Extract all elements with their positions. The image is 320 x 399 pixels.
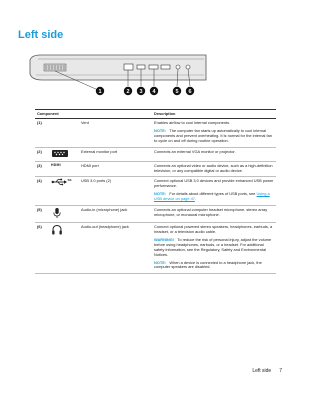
warning-label: WARNING! — [154, 236, 175, 242]
note-text: When a device is connected to a headphone jack, the computer speakers are disabled. — [154, 259, 262, 270]
header-component: Component — [35, 110, 152, 119]
vent-grille — [44, 64, 66, 71]
svg-text:6: 6 — [188, 89, 192, 95]
component-description: Connect optional USB 3.0 devices and provide enhanced USB power performance. — [154, 178, 274, 189]
component-table — [35, 109, 276, 274]
row-icon-cell — [49, 223, 79, 274]
component-name: Vent — [79, 119, 152, 148]
warning-text: To reduce the risk of personal injury, adjust the volume before using headphones, earbuds, or a headset. For additional safety information, see the Regulatory, Safety and Environmental Notices. — [154, 236, 272, 257]
note — [154, 129, 274, 144]
callout-1 — [96, 87, 104, 95]
component-name: External monitor port — [79, 147, 152, 161]
microphone-icon — [51, 207, 63, 219]
note-label: NOTE: — [154, 127, 167, 133]
svg-text:5: 5 — [175, 89, 179, 95]
callout-5 — [173, 87, 181, 95]
component-description: Connects an optional computer headset microphone, stereo array microphone, or monaural microphone. — [152, 206, 276, 223]
svg-text:2: 2 — [126, 89, 130, 95]
usb-port-shape-2 — [161, 65, 170, 69]
row-icon-cell — [49, 206, 79, 223]
callout-3 — [137, 87, 145, 95]
headphone-icon — [51, 224, 63, 236]
external-monitor-port-icon — [51, 149, 71, 158]
page-number: 7 — [279, 368, 282, 374]
note — [154, 192, 274, 202]
mic-jack-shape — [176, 65, 180, 69]
page-title: Left side — [18, 29, 64, 41]
component-name: Audio-in (microphone) jack — [79, 206, 152, 223]
note — [154, 261, 274, 271]
note-text: For details about different types of USB ports, see — [169, 191, 256, 197]
svg-text:1: 1 — [98, 89, 102, 95]
note-label: NOTE: — [154, 191, 167, 197]
svg-text:SS: SS — [67, 178, 72, 183]
hdmi-icon: HDMI — [51, 162, 61, 167]
header-description: Description — [152, 110, 276, 119]
callout-6 — [186, 87, 194, 95]
row-number: (5) — [35, 206, 49, 223]
table-header-row — [35, 110, 276, 119]
callout-4 — [150, 87, 158, 95]
row-number: (2) — [35, 147, 49, 161]
table-row — [35, 223, 276, 274]
table-row — [35, 119, 276, 148]
component-name: Audio-out (headphone) jack — [79, 223, 152, 274]
component-description-cell — [152, 177, 276, 206]
note-label: NOTE: — [154, 259, 167, 265]
row-icon-cell — [49, 161, 79, 177]
row-number: (6) — [35, 223, 49, 274]
component-description: Enables airflow to cool internal components. — [154, 120, 231, 125]
svg-text:3: 3 — [139, 89, 143, 95]
footer-section-title: Left side — [252, 368, 272, 374]
component-name: USB 3.0 ports (2) — [79, 177, 152, 206]
row-icon-cell — [49, 177, 79, 206]
warning — [154, 238, 274, 258]
table-row — [35, 161, 276, 177]
note-text: The computer fan starts up automatically to cool internal components and prevent overheating. It is normal for the internal fan to cycle on and off during routine operation. — [154, 127, 272, 143]
laptop-left-side-illustration — [28, 50, 208, 102]
component-description-cell — [152, 119, 276, 148]
hdmi-port-shape — [137, 65, 145, 69]
table-row — [35, 177, 276, 206]
callout-2 — [124, 87, 132, 95]
component-description: Connect optional powered stereo speakers, headphones, earbuds, a headset, or a television audio cable. — [154, 224, 273, 234]
component-description-cell — [152, 223, 276, 274]
usb3-icon — [51, 178, 71, 186]
note-text-end: . — [194, 196, 197, 202]
component-description: Connects an external VGA monitor or projector. — [152, 147, 276, 161]
component-description: Connects an optional video or audio device, such as a high-definition television, or any compatible digital or audio device. — [152, 161, 276, 177]
page-footer — [252, 368, 282, 374]
table-row — [35, 147, 276, 161]
svg-text:4: 4 — [152, 89, 156, 95]
usb-port-shape-1 — [149, 65, 158, 69]
row-number: (1) — [35, 119, 49, 148]
headphone-jack-shape — [186, 65, 190, 69]
table-row — [35, 206, 276, 223]
usb-device-page-link[interactable]: Using a USB device on page 47 — [154, 191, 270, 202]
vga-port-shape — [124, 64, 133, 70]
component-name: HDMI port — [79, 161, 152, 177]
row-number: (3) — [35, 161, 49, 177]
row-number: (4) — [35, 177, 49, 206]
row-icon-cell — [49, 147, 79, 161]
row-icon-cell — [49, 119, 79, 148]
